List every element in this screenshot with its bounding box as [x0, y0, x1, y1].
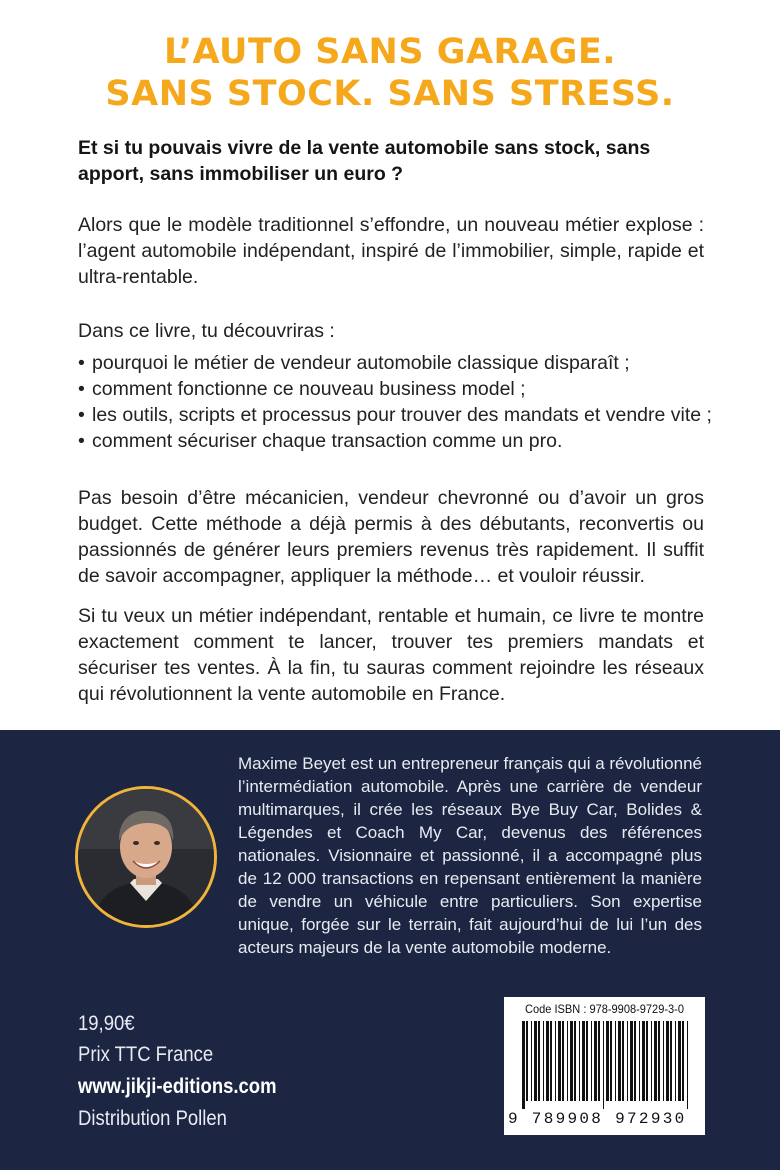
barcode-bar	[639, 1021, 640, 1101]
barcode-bar	[682, 1021, 684, 1101]
barcode-digits: 9 789908 972930	[508, 1110, 687, 1128]
barcode-bar	[543, 1021, 544, 1101]
barcode-bar	[570, 1021, 573, 1101]
barcode-bar	[666, 1021, 669, 1101]
barcode-bar	[663, 1021, 664, 1101]
barcode-bar	[687, 1021, 688, 1109]
bullet-list	[78, 350, 718, 454]
barcode-bar	[594, 1021, 597, 1101]
barcode-bar	[538, 1021, 540, 1101]
author-photo	[75, 786, 217, 928]
barcode-bar	[603, 1021, 604, 1109]
barcode-icon	[514, 1021, 697, 1109]
isbn-barcode	[504, 997, 705, 1135]
paragraph-conclusion: Si tu veux un métier indépendant, rentable et humain, ce livre te montre exactement comment te lancer, trouver tes premiers mandats et sécuriser tes ventes. À la fin, tu sauras comment rejoindre les réseaux qui révolutionnent la vente automobile en France.	[78, 605, 704, 705]
barcode-bar	[534, 1021, 537, 1101]
price-label: Prix TTC France	[78, 1043, 214, 1066]
intro-question: Et si tu pouvais vivre de la vente automobile sans stock, sans apport, sans immobiliser un euro ?	[78, 137, 651, 185]
headline-line-1: L’AUTO SANS GARAGE.	[163, 32, 617, 72]
barcode-bar	[622, 1021, 624, 1101]
barcode-bar	[546, 1021, 549, 1101]
paragraph-list-intro: Dans ce livre, tu découvriras :	[78, 320, 335, 342]
distribution-label: Distribution Pollen	[78, 1107, 227, 1130]
barcode-bar	[678, 1021, 681, 1101]
barcode-bar	[558, 1021, 561, 1101]
paragraph-context: Alors que le modèle traditionnel s’effondre, un nouveau métier explose : l’agent automobile indépendant, inspiré de l’immobilier, simple, rapide et ultra-rentable.	[78, 214, 704, 288]
barcode-bar	[642, 1021, 645, 1101]
headline-line-2: SANS STOCK. SANS STRESS.	[105, 74, 675, 114]
barcode-bar	[550, 1021, 552, 1101]
barcode-bar	[586, 1021, 588, 1101]
barcode-bar	[579, 1021, 580, 1101]
barcode-bar	[531, 1021, 532, 1101]
barcode-bar	[598, 1021, 600, 1101]
price: 19,90€	[78, 1012, 135, 1035]
barcode-bar	[526, 1021, 528, 1101]
barcode-bar	[522, 1021, 525, 1109]
bullet-item: • les outils, scripts et processus pour trouver des mandats et vendre vite ;	[78, 402, 718, 428]
barcode-bar	[582, 1021, 585, 1101]
isbn-label: Code ISBN : 978-9908-9729-3-0	[525, 1002, 684, 1016]
author-portrait-icon	[78, 789, 214, 925]
barcode-bar	[591, 1021, 592, 1101]
barcode-bar	[670, 1021, 672, 1101]
barcode-bar	[562, 1021, 564, 1101]
barcode-bar	[618, 1021, 621, 1101]
barcode-bar	[630, 1021, 633, 1101]
barcode-bar	[654, 1021, 657, 1101]
barcode-bar	[634, 1021, 636, 1101]
bullet-item: • comment fonctionne ce nouveau business model ;	[78, 376, 718, 402]
barcode-bar	[606, 1021, 609, 1101]
barcode-bar	[615, 1021, 616, 1101]
publisher-website-link[interactable]: www.jikji-editions.com	[78, 1075, 277, 1098]
barcode-bar	[610, 1021, 612, 1101]
barcode-bar	[567, 1021, 568, 1101]
barcode-bar	[555, 1021, 556, 1101]
barcode-bar	[658, 1021, 660, 1101]
barcode-bar	[574, 1021, 576, 1101]
paragraph-method: Pas besoin d’être mécanicien, vendeur chevronné ou d’avoir un gros budget. Cette méthode a déjà permis à des débutants, reconvertis ou passionnés de générer leurs premiers revenus très rapidement. Il suffit de savoir accompagner, appliquer la méthode… et vouloir réussir.	[78, 487, 704, 587]
barcode-bar	[675, 1021, 676, 1101]
author-bio: Maxime Beyet est un entrepreneur français qui a révolutionné l’intermédiation automobile. Après une carrière de vendeur multimarques, il crée les réseaux Bye Buy Car, Bolides & Légendes et Coach My Car, devenus des références nationales. Visionnaire et passionné, il a accompagné plus de 12 000 transactions en repensant entièrement la manière de vendre un véhicule entre particuliers. Son expertise unique, forgée sur le terrain, fait aujourd’hui de lui l’un des acteurs majeurs de la vente automobile moderne.	[238, 754, 702, 957]
barcode-bar	[627, 1021, 628, 1101]
bullet-item: • comment sécuriser chaque transaction comme un pro.	[78, 428, 718, 454]
barcode-bar	[646, 1021, 648, 1101]
barcode-bar	[651, 1021, 652, 1101]
bullet-item: • pourquoi le métier de vendeur automobile classique disparaît ;	[78, 350, 718, 376]
